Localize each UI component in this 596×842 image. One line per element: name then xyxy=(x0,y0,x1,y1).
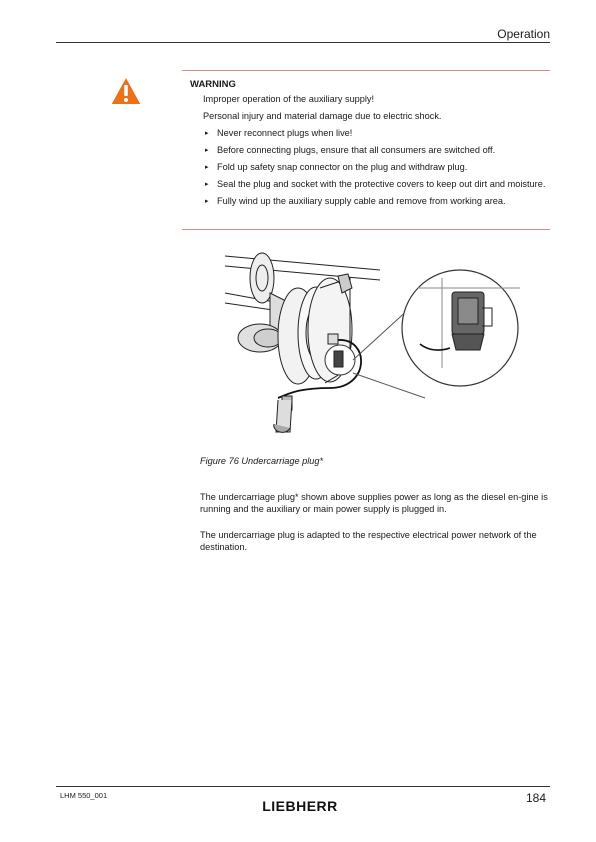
figure-caption: Figure 76 Undercarriage plug* xyxy=(200,456,324,466)
warning-consequence: Personal injury and material damage due to electric shock. xyxy=(203,111,442,121)
body-paragraph: The undercarriage plug* shown above supplies power as long as the diesel en-gine is running and the auxiliary or main power supply is plugged in. xyxy=(200,492,548,514)
measure-text: Fold up safety snap connector on the plug and withdraw plug. xyxy=(217,162,468,172)
page-number: 184 xyxy=(525,791,546,805)
list-item xyxy=(203,145,548,156)
footer-rule xyxy=(56,786,550,787)
list-item xyxy=(203,162,548,173)
measure-text: Never reconnect plugs when live! xyxy=(217,128,353,138)
body-paragraph: The undercarriage plug is adapted to the respective electrical power network of the destination. xyxy=(200,530,537,552)
list-item xyxy=(203,196,548,207)
bullet-icon: ▸ xyxy=(205,181,209,188)
measure-text: Seal the plug and socket with the protective covers to keep out dirt and moisture. xyxy=(217,179,546,189)
bullet-icon: ▸ xyxy=(205,130,209,137)
list-item xyxy=(203,128,548,139)
warning-title: WARNING xyxy=(190,79,236,90)
measure-text: Fully wind up the auxiliary supply cable and remove from working area. xyxy=(217,196,506,206)
bullet-icon: ▸ xyxy=(205,198,209,205)
warning-top-rule xyxy=(182,70,550,71)
warning-hazard: Improper operation of the auxiliary supply! xyxy=(203,94,375,104)
header-rule xyxy=(56,42,550,43)
warning-measures-list xyxy=(203,128,548,213)
liebherr-logo xyxy=(252,796,348,816)
document-id: LHM 550_001 xyxy=(60,791,108,800)
warning-bottom-rule xyxy=(182,229,550,230)
warning-triangle-icon xyxy=(108,74,144,108)
svg-text:LIEBHERR: LIEBHERR xyxy=(262,798,338,814)
measure-text: Before connecting plugs, ensure that all consumers are switched off. xyxy=(217,145,496,155)
list-item xyxy=(203,179,548,190)
bullet-icon: ▸ xyxy=(205,147,209,154)
section-title: Operation xyxy=(497,27,550,41)
bullet-icon: ▸ xyxy=(205,164,209,171)
undercarriage-plug-illustration xyxy=(220,248,530,438)
